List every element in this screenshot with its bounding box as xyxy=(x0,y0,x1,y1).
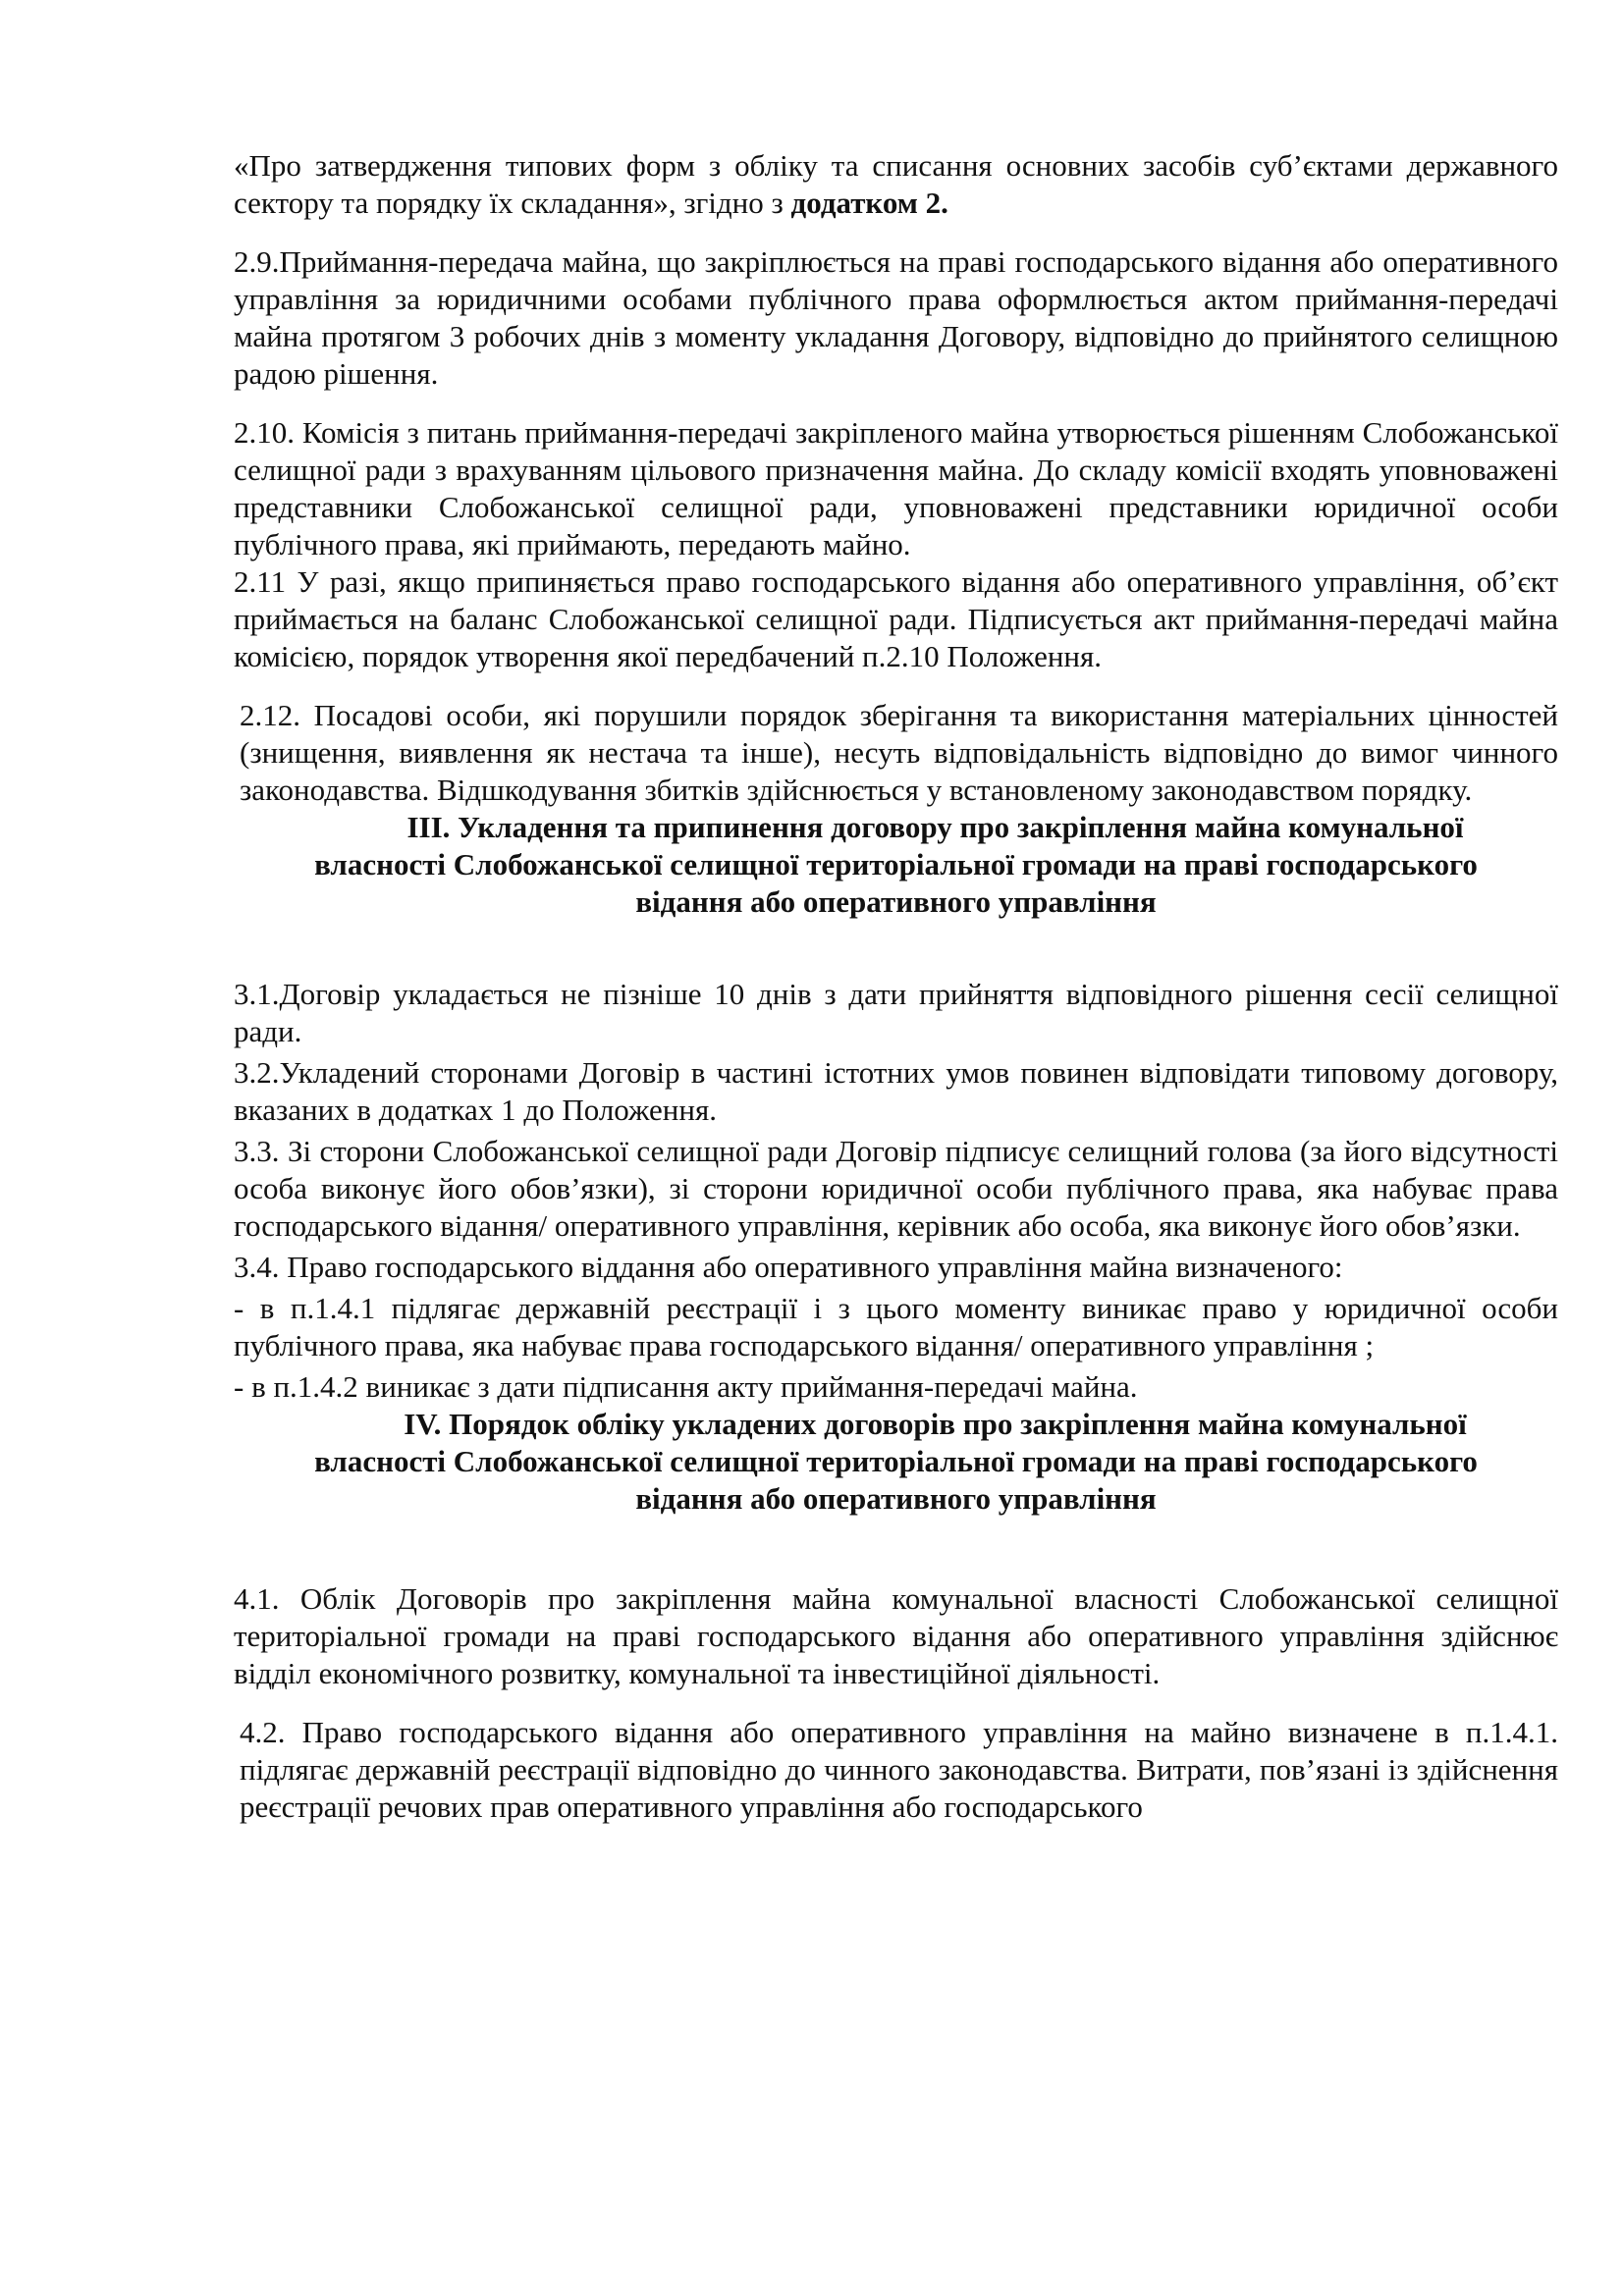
paragraph-intro-text: «Про затвердження типових форм з обліку та списання основних засобів суб’єктами державного сектору та порядку їх складання», згідно з xyxy=(234,148,1558,220)
paragraph-intro xyxy=(234,147,1558,222)
paragraph-3-2: 3.2.Укладений сторонами Договір в частині істотних умов повинен відповідати типовому договору, вказаних в додатках 1 до Положення. xyxy=(234,1055,1558,1127)
paragraph-3-1: 3.1.Договір укладається не пізніше 10 днів з дати прийняття відповідного рішення сесії селищної ради. xyxy=(234,977,1558,1048)
section-heading-4-line1: ІV. Порядок обліку укладених договорів про закріплення майна комунальної xyxy=(404,1407,1467,1441)
section-heading-3-line1: ІІІ. Укладення та припинення договору про закріплення майна комунальної xyxy=(406,810,1464,844)
paragraph-4-1: 4.1. Облік Договорів про закріплення майна комунальної власності Слобожанської селищної територіальної громади на праві господарського відання або оперативного управління здійснює відділ економічного розвитку, комунальної та інвестиційної діяльності. xyxy=(234,1581,1558,1690)
section-heading-3 xyxy=(234,809,1558,921)
paragraph-2-10: 2.10. Комісія з питань приймання-передачі закріпленого майна утворюється рішенням Слобожанської селищної ради з врахуванням цільового призначення майна. До складу комісії входять уповноважені представники Слобожанської селищної ради, уповноважені представники юридичної особи публічного права, які приймають, передають майно. xyxy=(234,415,1558,561)
section-heading-4-line3: відання або оперативного управління xyxy=(635,1481,1157,1516)
paragraph-2-12: 2.12. Посадові особи, які порушили порядок зберігання та використання матеріальних цінностей (знищення, виявлення як нестача та інше), несуть відповідальність відповідно до вимог чинного законодавства. Відшкодування збитків здійснюється у встановленому законодавством порядку. xyxy=(240,698,1558,807)
section-heading-4-line2: власності Слобожанської селищної територіальної громади на праві господарського xyxy=(314,1444,1478,1478)
document-body xyxy=(234,147,1558,1826)
paragraph-4-2: 4.2. Право господарського відання або оперативного управління на майно визначене в п.1.4.1. підлягає державній реєстрації відповідно до чинного законодавства. Витрати, пов’язані із здійснення реєстрації речових прав оперативного управління або господарського xyxy=(240,1715,1558,1824)
section-heading-4 xyxy=(234,1406,1558,1518)
section-heading-3-line2: власності Слобожанської селищної територіальної громади на праві господарського xyxy=(314,847,1478,881)
paragraph-3-4: 3.4. Право господарського віддання або оперативного управління майна визначеного: xyxy=(234,1250,1343,1284)
paragraph-2-11: 2.11 У разі, якщо припиняється право господарського відання або оперативного управління, об’єкт приймається на баланс Слобожанської селищної ради. Підписується акт приймання-передачі майна комісією, порядок утворення якої передбачений п.2.10 Положення. xyxy=(234,564,1558,673)
paragraph-3-3: 3.3. Зі сторони Слобожанської селищної ради Договір підписує селищний голова (за його відсутності особа виконує його обов’язки), зі сторони юридичної особи публічного права, яка набуває права господарського відання/ оперативного управління, керівник або особа, яка виконує його обов’язки. xyxy=(234,1134,1558,1243)
paragraph-2-9: 2.9.Приймання-передача майна, що закріплюється на праві господарського відання або оперативного управління за юридичними особами публічного права оформлюється актом приймання-передачі майна протягом 3 робочих днів з моменту укладання Договору, відповідно до прийнятого селищною радою рішення. xyxy=(234,244,1558,391)
annex-reference: додатком 2. xyxy=(790,186,948,220)
section-heading-3-line3: відання або оперативного управління xyxy=(635,884,1157,919)
paragraph-3-4-item-2: - в п.1.4.2 виникає з дати підписання акту приймання-передачі майна. xyxy=(234,1369,1138,1404)
paragraph-3-4-item-1: - в п.1.4.1 підлягає державній реєстрації і з цього моменту виникає право у юридичної особи публічного права, яка набуває права господарського відання/ оперативного управління ; xyxy=(234,1291,1558,1362)
